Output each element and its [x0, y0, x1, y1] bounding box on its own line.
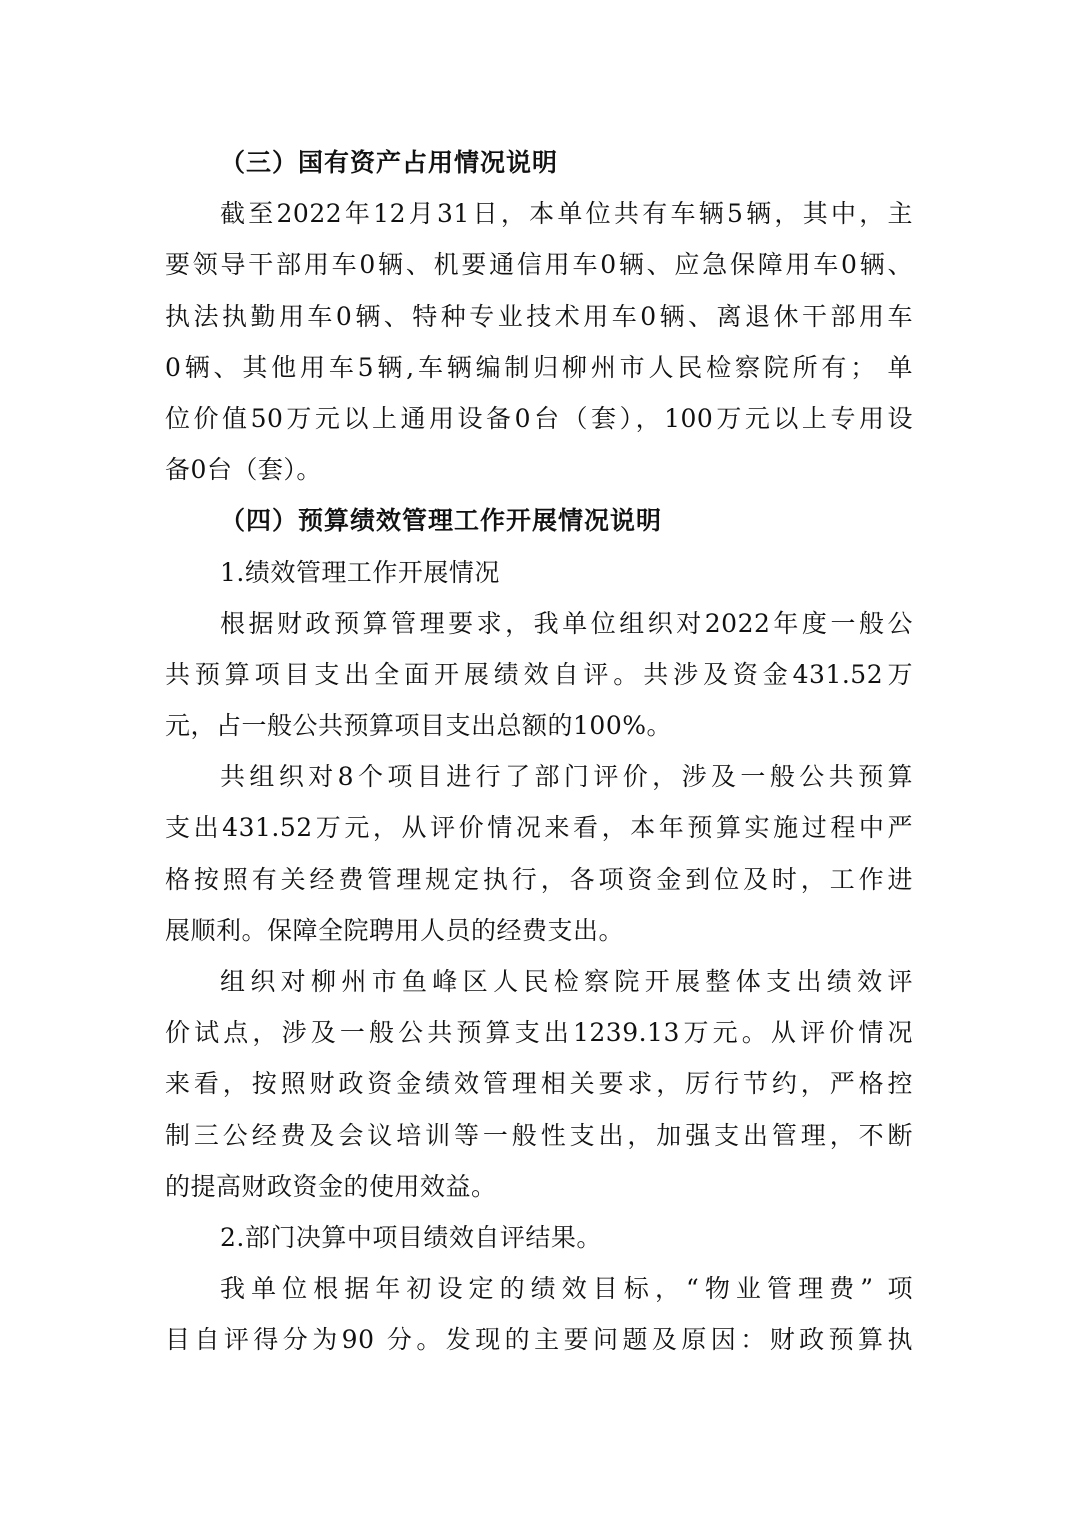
- paragraph-line: 备0台（套）。: [165, 455, 322, 485]
- paragraph-line: 展顺利。保障全院聘用人员的经费支出。: [165, 915, 625, 945]
- section-heading-asset-usage: （三）国有资产占用情况说明: [220, 148, 559, 177]
- paragraph-line: 的提高财政资金的使用效益。: [165, 1171, 497, 1201]
- paragraph-line: 组织对柳州市鱼峰区人民检察院开展整体支出绩效评: [220, 967, 913, 996]
- paragraph-line: 0辆、其他用车5辆,车辆编制归柳州市人民检察院所有； 单: [165, 352, 913, 382]
- paragraph-line: 制三公经费及会议培训等一般性支出，加强支出管理，不断: [165, 1120, 913, 1150]
- paragraph-line: 共组织对8个项目进行了部门评价，涉及一般公共预算: [220, 762, 913, 792]
- subheading-line: 1.绩效管理工作开展情况: [220, 557, 500, 587]
- paragraph-line: 格按照有关经费管理规定执行，各项资金到位及时，工作进: [165, 864, 913, 894]
- paragraph-line: 价试点，涉及一般公共预算支出1239.13万元。从评价情况: [165, 1018, 913, 1048]
- paragraph-line: 支出431.52万元，从评价情况来看，本年预算实施过程中严: [165, 813, 913, 843]
- paragraph-line: 共预算项目支出全面开展绩效自评。共涉及资金431.52万: [165, 659, 913, 689]
- paragraph-line: 来看，按照财政资金绩效管理相关要求，厉行节约，严格控: [165, 1069, 913, 1099]
- paragraph-line: 位价值50万元以上通用设备0台（套），100万元以上专用设: [165, 403, 913, 433]
- paragraph-line: 要领导干部用车0辆、机要通信用车0辆、应急保障用车0辆、: [165, 250, 913, 280]
- paragraph-line: 我单位根据年初设定的绩效目标，“物业管理费” 项: [220, 1274, 913, 1304]
- paragraph-line: 执法执勤用车0辆、特种专业技术用车0辆、离退休干部用车: [165, 301, 913, 331]
- section-heading-performance-management: （四）预算绩效管理工作开展情况说明: [220, 506, 663, 536]
- document-body: [165, 137, 913, 1366]
- paragraph-line: 元，占一般公共预算项目支出总额的100%。: [165, 711, 672, 741]
- paragraph-line: 截至2022年12月31日，本单位共有车辆5辆，其中，主: [220, 199, 913, 229]
- paragraph-line: 目自评得分为90 分。发现的主要问题及原因：财政预算执: [165, 1325, 913, 1355]
- paragraph-line: 根据财政预算管理要求，我单位组织对2022年度一般公: [220, 608, 913, 638]
- subheading-line: 2.部门决算中项目绩效自评结果。: [220, 1222, 602, 1252]
